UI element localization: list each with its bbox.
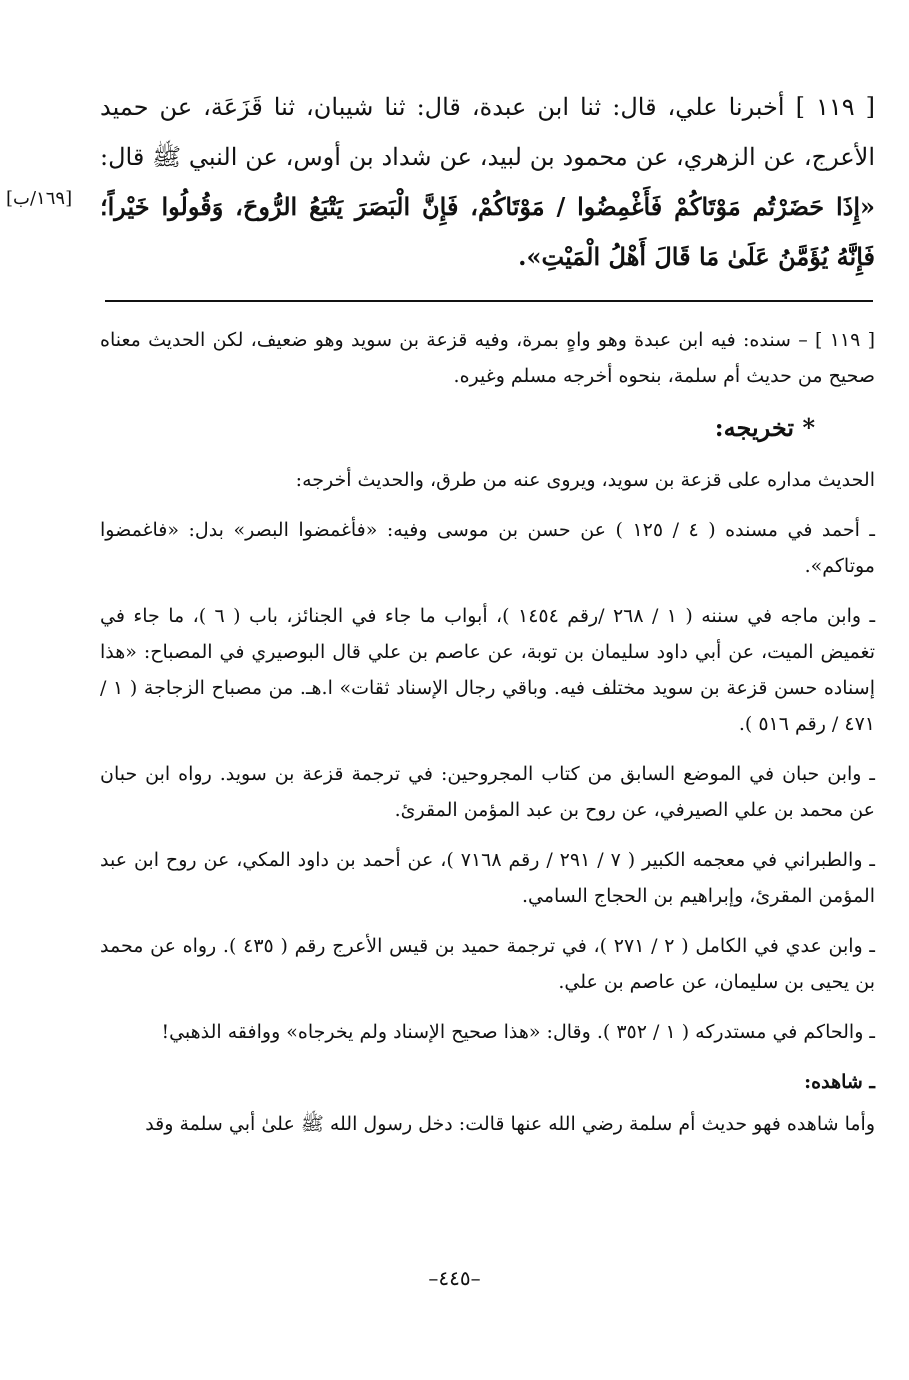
shahid-heading: ـ شاهده: [804, 1071, 875, 1093]
takhrij-hakim: ـ والحاكم في مستدركه ( ١ / ٣٥٢ ). وقال: «هذا صحيح الإسناد ولم يخرجاه» ووافقه الذهبي! [161, 1021, 875, 1043]
manuscript-folio-reference: [١٦٩/ب] [6, 188, 73, 209]
takhrij-ibn-hibban: ـ وابن حبان في الموضع السابق من كتاب المجروحين: في ترجمة قزعة بن سويد. رواه ابن حبان عن محمد بن علي الصيرفي، عن روح بن عبد المؤمن المقرئ. [100, 763, 875, 821]
takhrij-ibn-adi: ـ وابن عدي في الكامل ( ٢ / ٢٧١ )، في ترجمة حميد بن قيس الأعرج رقم ( ٤٣٥ ). رواه عن محمد بن يحيى بن سليمان، عن عاصم بن علي. [100, 935, 875, 993]
hadith-paragraph [100, 82, 875, 282]
hadith-number: [ ١١٩ ] [795, 93, 875, 121]
page-number: –٤٤٥– [428, 1266, 481, 1290]
hadith-matn: «إِذَا حَضَرْتُم مَوْتَاكُمْ فَأَغْمِضُوا / مَوْتَاكُمْ، فَإِنَّ الْبَصَرَ يَتْبَعُ الرُّوحَ، وَقُولُوا خَيْراً؛ فَإِنَّهُ يُؤَمَّنُ عَلَىٰ مَا قَالَ أَهْلُ الْمَيْتِ». [100, 192, 875, 271]
takhrij-ahmad: ـ أحمد في مسنده ( ٤ / ١٢٥ ) عن حسن بن موسى وفيه: «فأغمضوا البصر» بدل: «فاغمضوا موتاكم». [100, 519, 875, 577]
takhrij-ibn-majah: ـ وابن ماجه في سننه ( ١ / ٢٦٨ /رقم ١٤٥٤ )، أبواب ما جاء في الجنائز، باب ( ٦ )، ما جاء في تغميض الميت، عن أبي داود سليمان بن توبة، عن عاصم بن علي قال البوصيري في المصباح: «هذا إسناده حسن قزعة بن سويد مختلف فيه. وباقي رجال الإسناد ثقات» ا.هـ. من مصباح الزجاجة ( ١ / ٤٧١ / رقم ٥١٦ ). [100, 605, 876, 735]
takhrij-intro: الحديث مداره على قزعة بن سويد، ويروى عنه من طرق، والحديث أخرجه: [295, 469, 875, 491]
takhrij-tabarani: ـ والطبراني في معجمه الكبير ( ٧ / ٢٩١ / رقم ٧١٦٨ )، عن أحمد بن داود المكي، عن روح ابن عبد المؤمن المقرئ، وإبراهيم بن الحجاج السامي. [100, 849, 875, 907]
footnotes [100, 322, 875, 1156]
shahid-text: وأما شاهده فهو حديث أم سلمة رضي الله عنها قالت: دخل رسول الله ﷺ علىٰ أبي سلمة وقد [145, 1113, 875, 1135]
hadith-isnad: أخبرنا علي، قال: ثنا ابن عبدة، قال: ثنا شيبان، ثنا قَزَعَة، عن حميد الأعرج، عن الزهري، عن محمود بن لبيد، عن شداد بن أوس، عن النبي ﷺ قال: [100, 93, 875, 171]
takhrij-heading: * تخريجه: [714, 413, 815, 442]
footnote-divider [105, 300, 873, 302]
hadith-text [100, 82, 875, 282]
sanad-note: [ ١١٩ ] – سنده: فيه ابن عبدة وهو واهٍ بمرة، وفيه قزعة بن سويد وهو ضعيف، لكن الحديث معناه صحيح من حديث أم سلمة، بنحوه أخرجه مسلم وغيره. [100, 329, 876, 387]
